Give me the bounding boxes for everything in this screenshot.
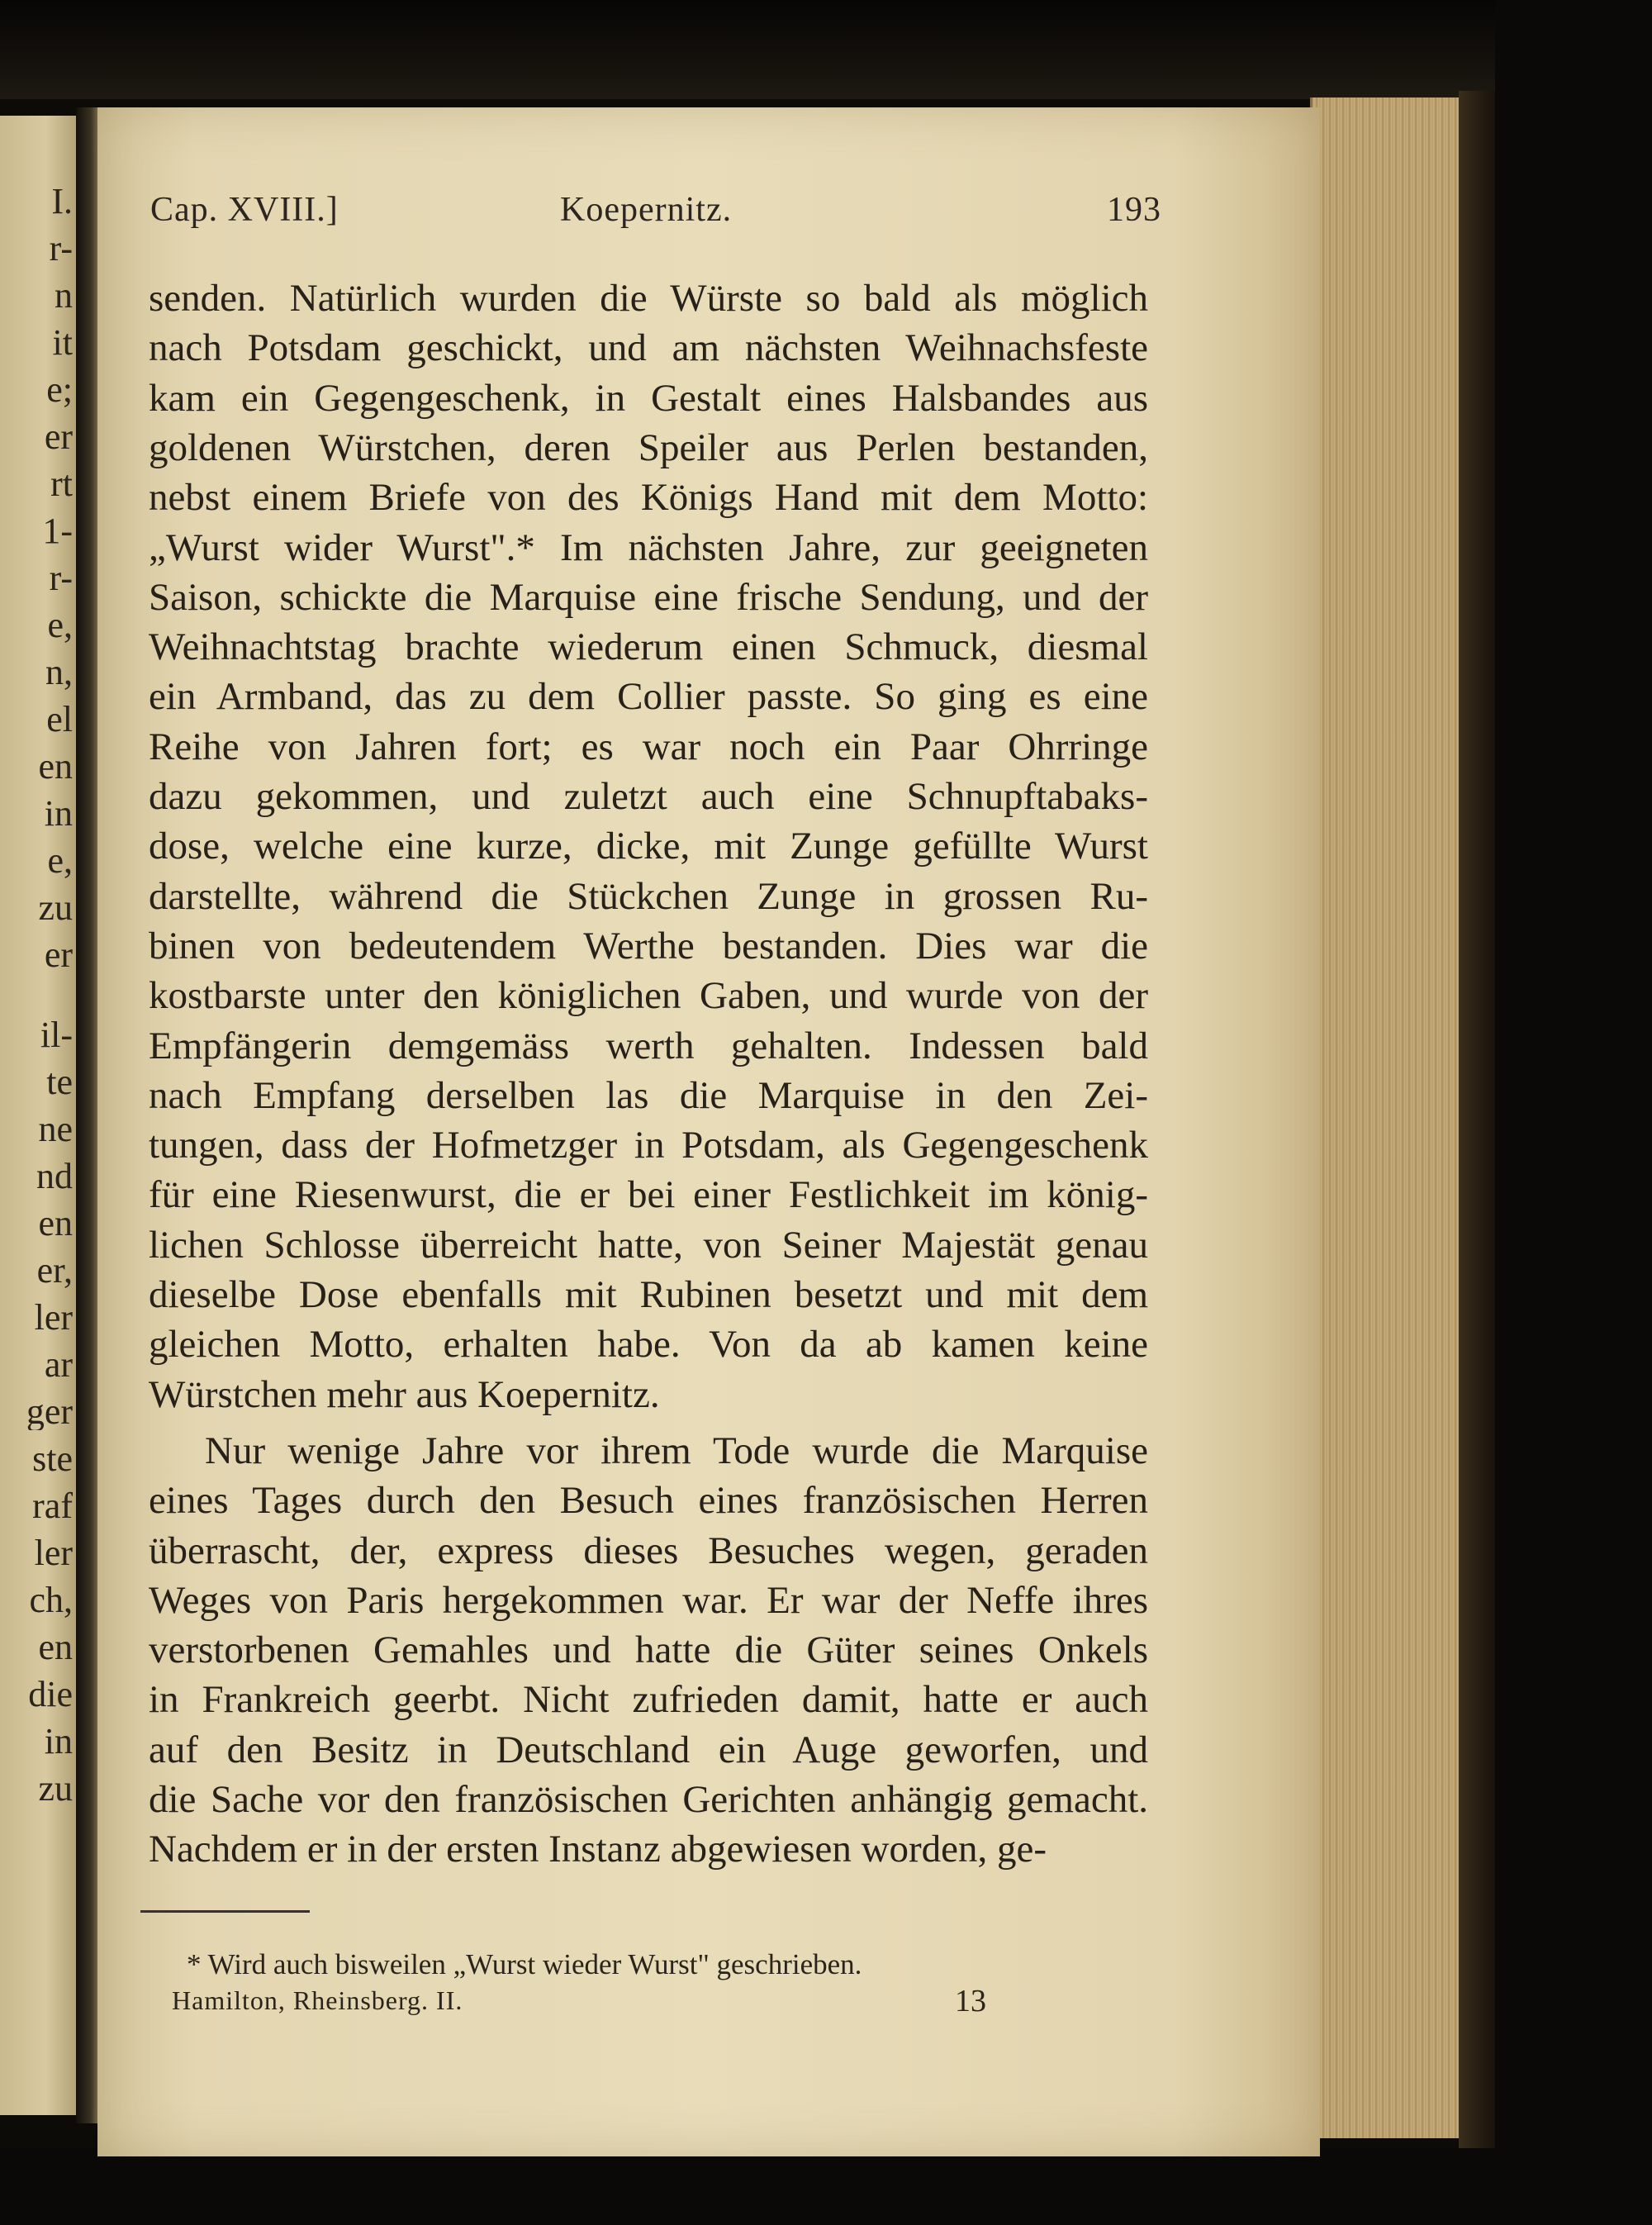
left-page-fragment: e; (46, 372, 73, 408)
left-page-fragment: en (38, 1629, 73, 1666)
text-line: dose, welche eine kurze, dicke, mit Zunge gefüllte Wurst (149, 825, 1148, 868)
signature-mark: Hamilton, Rheinsberg. II. (172, 1985, 463, 2015)
footnote-rule (140, 1910, 310, 1913)
text-line: dieselbe Dose ebenfalls mit Rubinen besetzt und mit dem (149, 1273, 1148, 1316)
left-page-fragment: ler (34, 1300, 73, 1336)
text-line: darstellte, während die Stückchen Zunge in grossen Ru- (149, 875, 1148, 918)
left-page-fragment: ne (38, 1111, 73, 1148)
left-page-fragment: en (38, 1205, 73, 1242)
text-line: Würstchen mehr aus Koepernitz. (149, 1373, 660, 1416)
text-line: dazu gekommen, und zuletzt auch eine Schnupftabaks- (149, 775, 1148, 818)
left-page-fragment: I. (51, 183, 73, 220)
page-number: 193 (1107, 191, 1161, 229)
text-line: Weihnachtstag brachte wiederum einen Schmuck, diesmal (149, 625, 1148, 668)
left-page-fragment: r- (49, 231, 73, 267)
left-page-fragment: in (44, 1723, 73, 1760)
text-line: tungen, dass der Hofmetzger in Potsdam, als Gegengeschenk (149, 1124, 1148, 1167)
text-line: gleichen Motto, erhalten habe. Von da ab kamen keine (149, 1323, 1148, 1366)
text-line: kostbarste unter den königlichen Gaben, und wurde von der (149, 974, 1148, 1017)
text-line: Empfängerin demgemäss werth gehalten. Indessen bald (149, 1025, 1148, 1067)
left-page-fragment: 1- (42, 513, 73, 549)
text-line: in Frankreich geerbt. Nicht zufrieden damit, hatte er auch (149, 1678, 1148, 1721)
left-page-fragment: e, (47, 843, 73, 879)
left-page-fragment: nd (36, 1158, 73, 1195)
left-page-fragment: in (44, 796, 73, 832)
footnote: * Wird auch bisweilen „Wurst wieder Wurst" geschrieben. (187, 1948, 862, 1980)
text-line: verstorbenen Gemahles und hatte die Güter seines Onkels (149, 1628, 1148, 1671)
text-line: Reihe von Jahren fort; es war noch ein Paar Ohrringe (149, 725, 1148, 768)
text-line: senden. Natürlich wurden die Würste so bald als möglich (149, 277, 1148, 320)
left-page-fragment: zu (38, 890, 73, 926)
text-line: Weges von Paris hergekommen war. Er war der Neffe ihres (149, 1579, 1148, 1622)
left-page-fragment: te (46, 1064, 73, 1101)
signature-number: 13 (955, 1984, 986, 2018)
text-line: Nachdem er in der ersten Instanz abgewiesen worden, ge- (149, 1828, 1047, 1871)
text-line: nach Empfang derselben las die Marquise in den Zei- (149, 1074, 1148, 1117)
left-page-fragment: r- (49, 560, 73, 597)
left-page-fragment: el (46, 701, 73, 738)
background-right (1495, 0, 1652, 2225)
text-line: für eine Riesenwurst, die er bei einer Festlichkeit im könig- (149, 1173, 1148, 1216)
left-page-fragment: ger (26, 1394, 73, 1430)
left-page-fragment: ar (44, 1347, 73, 1383)
top-shadow (0, 0, 1652, 99)
text-line: auf den Besitz in Deutschland ein Auge geworfen, und (149, 1728, 1148, 1771)
background-bottom (0, 2148, 1652, 2225)
running-head-title: Koepernitz. (560, 191, 733, 229)
text-line: Nur wenige Jahre vor ihrem Tode wurde die Marquise (205, 1429, 1148, 1472)
left-page-fragment: rt (50, 466, 73, 502)
cover-edge (1459, 91, 1495, 2148)
left-page-fragment: n, (45, 654, 73, 691)
left-page-fragment: er (44, 419, 73, 455)
left-page-edge (0, 116, 81, 2115)
left-page-fragment: zu (38, 1771, 73, 1807)
left-page-fragment: raf (32, 1488, 73, 1524)
text-line: eines Tages durch den Besuch eines französischen Herren (149, 1479, 1148, 1522)
text-line: binen von bedeutendem Werthe bestanden. Dies war die (149, 925, 1148, 967)
text-line: kam ein Gegengeschenk, in Gestalt eines Halsbandes aus (149, 377, 1148, 420)
left-page-fragment: die (28, 1676, 73, 1713)
running-head-chapter: Cap. XVIII.] (150, 191, 339, 229)
text-line: nebst einem Briefe von des Königs Hand mit dem Motto: (149, 476, 1148, 519)
left-page-fragment: it (52, 325, 73, 361)
left-page-fragment: er, (36, 1253, 73, 1289)
text-line: goldenen Würstchen, deren Speiler aus Perlen bestanden, (149, 426, 1148, 469)
left-page-fragment: il- (40, 1017, 73, 1053)
left-page-fragment: n (55, 278, 73, 314)
left-page-fragment: ler (34, 1535, 73, 1571)
left-page-fragment: er (44, 937, 73, 973)
text-line: Saison, schickte die Marquise eine frische Sendung, und der (149, 576, 1148, 619)
text-line: lichen Schlosse überreicht hatte, von Seiner Majestät genau (149, 1224, 1148, 1267)
left-page-fragment: e, (47, 607, 73, 644)
text-line: nach Potsdam geschickt, und am nächsten Weihnachsfeste (149, 326, 1148, 369)
left-page-fragment: ste (32, 1441, 73, 1477)
left-page-fragment: en (38, 749, 73, 785)
text-line: überrascht, der, express dieses Besuches wegen, geraden (149, 1529, 1148, 1572)
page-stack-edge (1310, 97, 1461, 2138)
text-line: die Sache vor den französischen Gerichten anhängig gemacht. (149, 1778, 1148, 1821)
text-line: „Wurst wider Wurst".* Im nächsten Jahre, zur geeigneten (149, 526, 1148, 569)
left-page-fragment: ch, (29, 1582, 73, 1619)
text-line: ein Armband, das zu dem Collier passte. So ging es eine (149, 675, 1148, 718)
